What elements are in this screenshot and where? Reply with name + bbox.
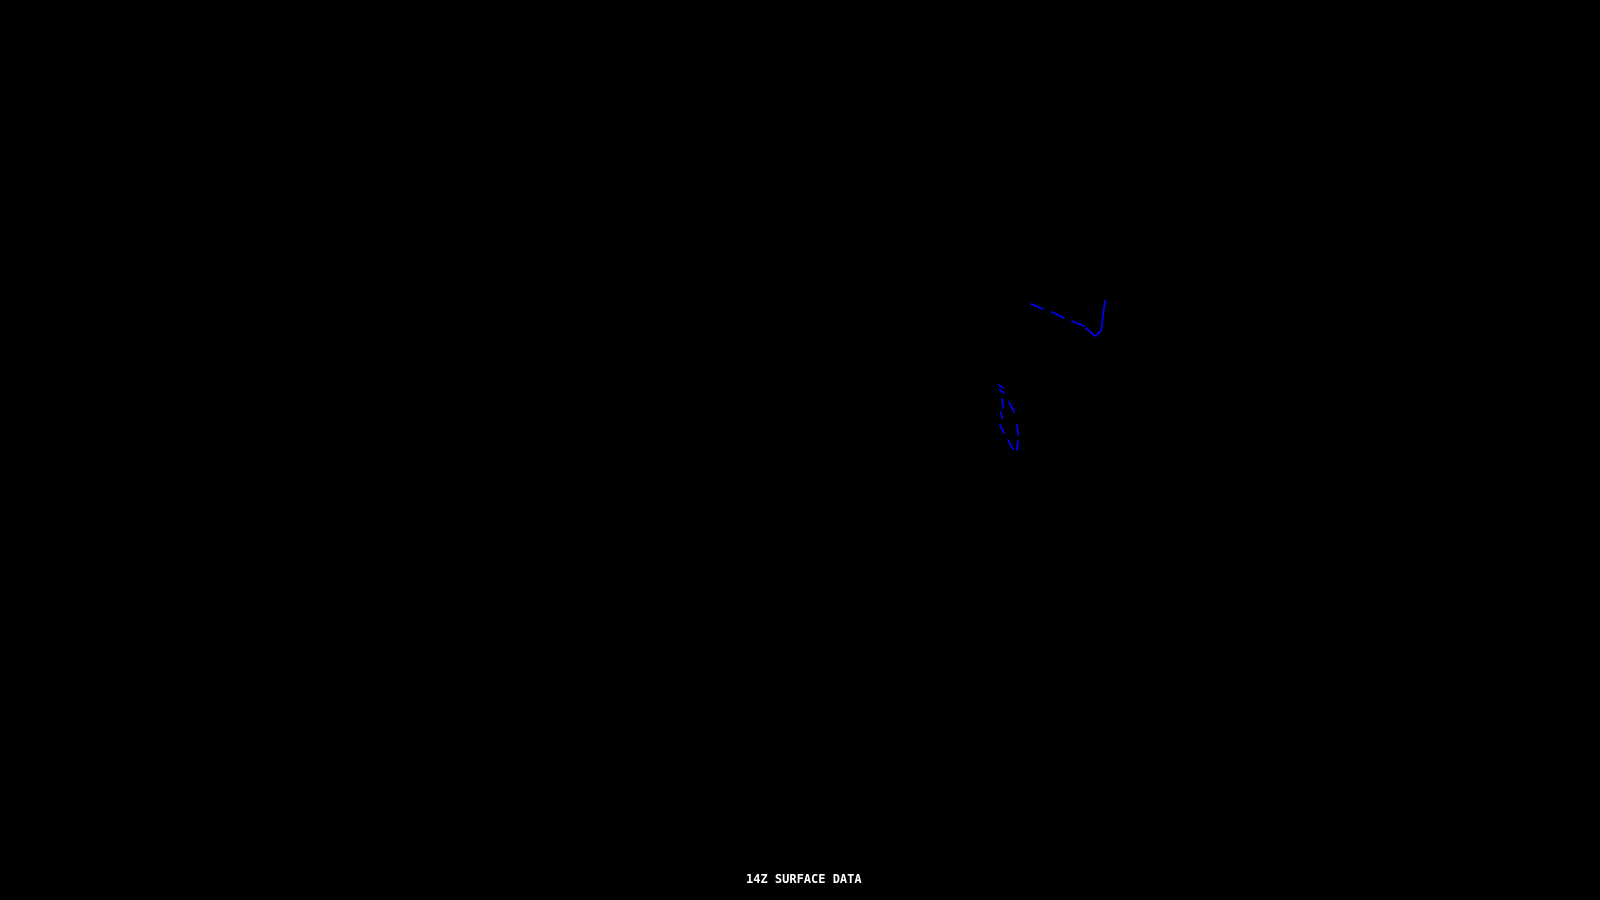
plot-title-label: 14Z SURFACE DATA	[746, 872, 862, 886]
plot-stroke	[999, 385, 1003, 388]
plot-stroke	[1052, 312, 1064, 318]
plot-stroke	[1072, 321, 1084, 326]
plot-stroke	[1086, 301, 1105, 336]
plot-stroke	[1001, 412, 1002, 418]
plot-stroke	[1017, 441, 1018, 450]
plot-stroke	[1017, 425, 1018, 435]
plot-stroke	[1000, 390, 1004, 393]
plot-stroke	[1000, 425, 1004, 433]
plot-stroke	[1009, 402, 1014, 412]
lower-blue-symbol-cluster	[999, 385, 1018, 450]
plot-stroke	[1008, 440, 1013, 449]
plot-stroke	[1002, 399, 1003, 408]
plot-stroke	[1031, 304, 1043, 309]
upper-blue-symbol-cluster	[1031, 301, 1105, 336]
